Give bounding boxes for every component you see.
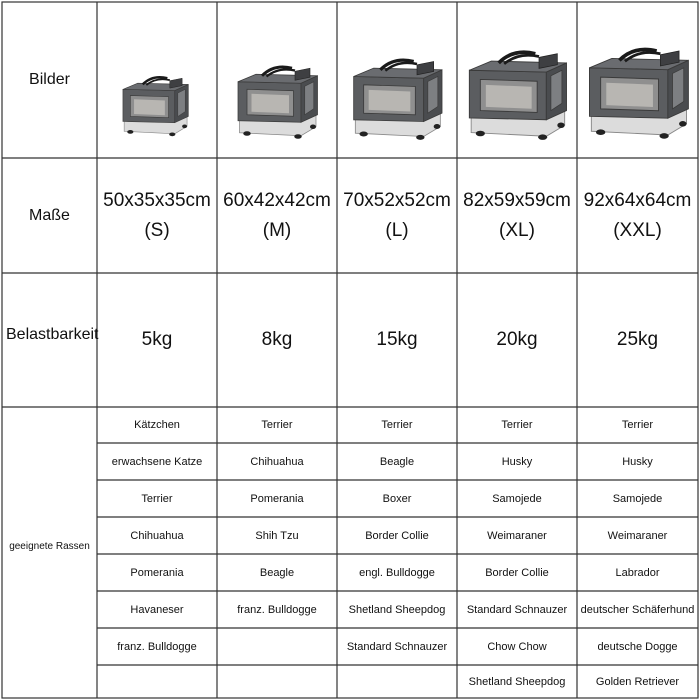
dimension-cell-m <box>217 158 337 273</box>
dimension-value: 60x42x42cm <box>223 189 331 211</box>
breed-cell: Husky <box>622 455 653 468</box>
breed-cell: Golden Retriever <box>595 675 680 688</box>
breed-cell: Shih Tzu <box>255 529 299 542</box>
carrier-image-m <box>232 60 322 144</box>
breed-cell: Standard Schnauzer <box>466 603 568 616</box>
breed-cell: Shetland Sheepdog <box>468 675 566 688</box>
dimension-cell-s <box>97 158 217 273</box>
load-cell-xl: 20kg <box>496 329 538 350</box>
breed-cell: Beagle <box>379 455 415 468</box>
dimension-value: 50x35x35cm <box>103 189 211 211</box>
breed-cell: Standard Schnauzer <box>346 640 448 653</box>
breed-cell: Chihuahua <box>250 455 304 468</box>
carrier-image-s <box>118 70 192 142</box>
breed-cell: Samojede <box>492 492 542 505</box>
load-cell-l: 15kg <box>376 329 418 350</box>
row-label-rassen: geeignete Rassen <box>9 541 90 552</box>
breed-cell: deutsche Dogge <box>597 640 678 653</box>
size-code: (L) <box>385 219 409 241</box>
row-label-belastbarkeit: Belastbarkeit <box>6 326 99 343</box>
breed-cell: deutscher Schäferhund <box>580 603 695 616</box>
breed-cell: franz. Bulldogge <box>237 603 317 616</box>
breed-cell: Border Collie <box>365 529 429 542</box>
breed-cell: Shetland Sheepdog <box>348 603 446 616</box>
breed-cell: engl. Bulldogge <box>359 566 435 579</box>
breed-cell: Pomerania <box>130 566 184 579</box>
breed-cell: Terrier <box>261 419 293 431</box>
breed-cell: Kätzchen <box>134 419 180 431</box>
size-code: (XXL) <box>613 219 662 241</box>
breed-cell: Terrier <box>621 419 654 431</box>
load-cell-xxl: 25kg <box>616 329 659 350</box>
carrier-image-xl <box>462 40 572 150</box>
size-code: (M) <box>262 219 292 241</box>
size-code: (XL) <box>499 219 535 241</box>
row-label-masse: Maße <box>29 206 70 224</box>
breed-cell <box>217 628 337 665</box>
dimension-cell-l <box>337 158 457 273</box>
row-label-bilder: Bilder <box>29 71 70 88</box>
breed-cell: Beagle <box>259 566 295 579</box>
breed-cell: Chihuahua <box>130 529 184 542</box>
load-cell-m: 8kg <box>261 329 293 350</box>
breed-cell: Chow Chow <box>487 640 547 653</box>
breed-cell: Terrier <box>501 419 533 431</box>
size-code: (S) <box>144 219 170 241</box>
breed-cell: Pomerania <box>250 492 304 505</box>
breed-cell: Weimaraner <box>607 529 668 542</box>
dimension-value: 82x59x59cm <box>463 189 571 211</box>
dimension-value: 70x52x52cm <box>343 189 451 211</box>
breed-cell: Havaneser <box>130 603 184 616</box>
carrier-image-l <box>347 52 447 146</box>
breed-cell: Samojede <box>612 492 663 505</box>
breed-cell: Border Collie <box>485 566 549 579</box>
breed-cell: Terrier <box>141 492 173 505</box>
dimension-cell-xxl <box>577 158 698 273</box>
breed-cell: franz. Bulldogge <box>117 640 197 653</box>
breed-cell <box>97 665 217 698</box>
carrier-image-xxl <box>582 36 694 150</box>
breed-cell <box>337 665 457 698</box>
load-cell-s: 5kg <box>141 329 173 350</box>
breed-cell <box>217 665 337 698</box>
breed-cell: Terrier <box>381 419 413 431</box>
breed-cell: Labrador <box>615 566 660 579</box>
breed-cell: Boxer <box>382 492 412 505</box>
dimension-value: 92x64x64cm <box>583 189 692 211</box>
breed-cell: Weimaraner <box>487 529 547 542</box>
breed-cell: Husky <box>501 455 533 468</box>
breed-cell: erwachsene Katze <box>111 455 203 468</box>
dimension-cell-xl <box>457 158 577 273</box>
